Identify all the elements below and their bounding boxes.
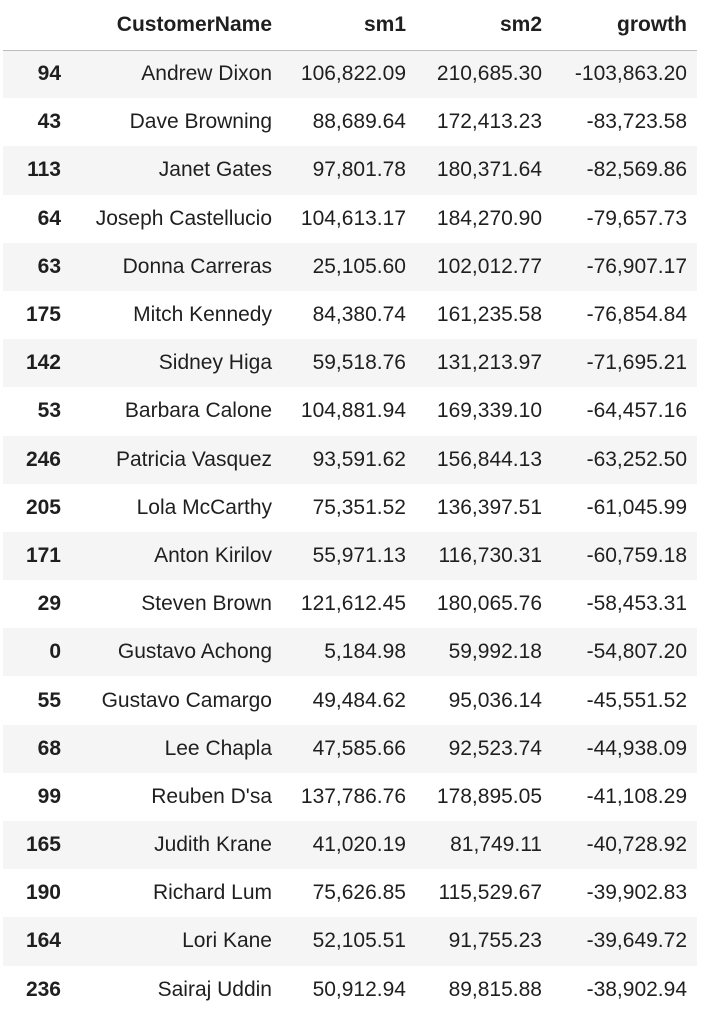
cell-sm2: 89,815.88 — [448, 977, 542, 1001]
cell-growth: -54,807.20 — [586, 640, 687, 664]
cell-customer-name: Donna Carreras — [122, 254, 272, 278]
row-index: 165 — [25, 833, 61, 857]
cell-growth: -40,728.92 — [586, 833, 687, 857]
cell-sm2: 136,397.51 — [436, 495, 542, 519]
table-row — [3, 243, 697, 291]
row-index: 142 — [25, 351, 61, 375]
row-index: 205 — [25, 495, 61, 519]
cell-growth: -39,649.72 — [586, 929, 687, 953]
table-row — [3, 146, 697, 194]
table-header — [3, 0, 697, 50]
column-header-customername: CustomerName — [73, 0, 282, 50]
cell-sm2: 180,065.76 — [436, 592, 542, 616]
cell-sm1: 104,881.94 — [300, 399, 406, 423]
table-row — [3, 436, 697, 484]
row-index: 68 — [37, 736, 61, 760]
cell-sm2: 116,730.31 — [438, 543, 542, 567]
header-row — [3, 0, 697, 50]
table-row — [3, 50, 697, 98]
table-row — [3, 869, 697, 917]
cell-growth: -41,108.29 — [586, 784, 687, 808]
cell-customer-name: Gustavo Achong — [117, 640, 272, 664]
cell-growth: -103,863.20 — [574, 62, 687, 86]
table-row — [3, 966, 697, 1014]
cell-sm2: 184,270.90 — [436, 206, 542, 230]
cell-sm2: 180,371.64 — [436, 158, 542, 182]
cell-sm2: 156,844.13 — [436, 447, 542, 471]
cell-customer-name: Lola McCarthy — [136, 495, 272, 519]
dataframe-table — [3, 0, 697, 1014]
row-index: 43 — [37, 110, 61, 134]
cell-customer-name: Andrew Dixon — [141, 62, 272, 86]
cell-sm1: 93,591.62 — [312, 447, 406, 471]
row-index: 113 — [27, 158, 61, 182]
row-index: 246 — [25, 447, 61, 471]
cell-sm1: 97,801.78 — [312, 158, 406, 182]
cell-sm2: 102,012.77 — [436, 254, 542, 278]
cell-sm1: 5,184.98 — [324, 640, 406, 664]
row-index: 94 — [37, 62, 61, 86]
cell-growth: -63,252.50 — [586, 447, 687, 471]
row-index: 236 — [25, 977, 61, 1001]
column-header-sm1: sm1 — [282, 0, 416, 50]
cell-sm1: 104,613.17 — [300, 206, 406, 230]
table-row — [3, 387, 697, 435]
cell-sm2: 92,523.74 — [448, 736, 542, 760]
cell-sm2: 81,749.11 — [450, 833, 542, 857]
table-row — [3, 195, 697, 243]
table-row — [3, 628, 697, 676]
row-index: 53 — [37, 399, 61, 423]
cell-customer-name: Anton Kirilov — [154, 543, 272, 567]
cell-sm1: 75,351.52 — [312, 495, 406, 519]
row-index: 175 — [25, 303, 61, 327]
row-index: 0 — [49, 640, 61, 664]
cell-sm1: 121,612.45 — [300, 592, 406, 616]
cell-sm2: 210,685.30 — [436, 62, 542, 86]
cell-sm1: 47,585.66 — [312, 736, 406, 760]
row-index: 171 — [25, 543, 61, 567]
cell-customer-name: Patricia Vasquez — [115, 447, 272, 471]
table-row — [3, 98, 697, 146]
cell-growth: -79,657.73 — [586, 206, 687, 230]
row-index: 99 — [37, 784, 61, 808]
cell-growth: -45,551.52 — [586, 688, 687, 712]
cell-sm2: 172,413.23 — [436, 110, 542, 134]
table-row — [3, 821, 697, 869]
row-index: 190 — [25, 881, 61, 905]
cell-customer-name: Sidney Higa — [158, 351, 272, 375]
table-row — [3, 580, 697, 628]
cell-growth: -44,938.09 — [586, 736, 687, 760]
table-row — [3, 725, 697, 773]
cell-sm2: 59,992.18 — [448, 640, 542, 664]
table-row — [3, 484, 697, 532]
cell-customer-name: Reuben D'sa — [151, 784, 272, 808]
dataframe-output — [3, 0, 697, 1014]
cell-sm1: 55,971.13 — [312, 543, 406, 567]
cell-customer-name: Barbara Calone — [124, 399, 272, 423]
table-row — [3, 532, 697, 580]
cell-customer-name: Gustavo Camargo — [101, 688, 272, 712]
cell-customer-name: Joseph Castellucio — [95, 206, 272, 230]
row-index: 29 — [37, 592, 61, 616]
cell-sm1: 49,484.62 — [312, 688, 406, 712]
table-row — [3, 773, 697, 821]
column-header-sm2: sm2 — [416, 0, 552, 50]
cell-growth: -61,045.99 — [586, 495, 687, 519]
table-body — [3, 50, 697, 1014]
cell-growth: -64,457.16 — [586, 399, 687, 423]
cell-growth: -83,723.58 — [586, 110, 687, 134]
cell-sm1: 59,518.76 — [312, 351, 406, 375]
row-index: 63 — [37, 254, 61, 278]
cell-sm1: 137,786.76 — [300, 784, 406, 808]
table-row — [3, 339, 697, 387]
cell-sm2: 161,235.58 — [436, 303, 542, 327]
column-header-index — [3, 0, 73, 50]
cell-sm1: 25,105.60 — [312, 254, 406, 278]
table-row — [3, 917, 697, 965]
row-index: 64 — [37, 206, 61, 230]
cell-sm2: 131,213.97 — [436, 351, 542, 375]
cell-sm2: 178,895.05 — [436, 784, 542, 808]
cell-sm2: 115,529.67 — [438, 881, 542, 905]
cell-sm1: 88,689.64 — [312, 110, 406, 134]
cell-sm1: 106,822.09 — [300, 62, 406, 86]
row-index: 55 — [37, 688, 61, 712]
cell-growth: -38,902.94 — [586, 977, 687, 1001]
cell-growth: -60,759.18 — [586, 543, 687, 567]
cell-customer-name: Steven Brown — [141, 592, 272, 616]
cell-customer-name: Lori Kane — [182, 929, 272, 953]
cell-customer-name: Dave Browning — [129, 110, 272, 134]
cell-growth: -76,854.84 — [586, 303, 687, 327]
cell-customer-name: Sairaj Uddin — [157, 977, 272, 1001]
cell-growth: -39,902.83 — [586, 881, 687, 905]
cell-sm2: 95,036.14 — [448, 688, 542, 712]
cell-customer-name: Judith Krane — [154, 833, 272, 857]
cell-sm1: 84,380.74 — [312, 303, 406, 327]
cell-growth: -82,569.86 — [586, 158, 687, 182]
cell-customer-name: Janet Gates — [158, 158, 272, 182]
table-row — [3, 291, 697, 339]
cell-sm2: 169,339.10 — [436, 399, 542, 423]
cell-sm2: 91,755.23 — [448, 929, 542, 953]
cell-sm1: 41,020.19 — [312, 833, 406, 857]
column-header-growth: growth — [552, 0, 697, 50]
cell-sm1: 75,626.85 — [312, 881, 406, 905]
cell-customer-name: Mitch Kennedy — [133, 303, 272, 327]
cell-sm1: 50,912.94 — [312, 977, 406, 1001]
cell-growth: -76,907.17 — [586, 254, 687, 278]
cell-sm1: 52,105.51 — [312, 929, 406, 953]
cell-customer-name: Lee Chapla — [164, 736, 272, 760]
cell-growth: -58,453.31 — [586, 592, 687, 616]
cell-customer-name: Richard Lum — [152, 881, 272, 905]
cell-growth: -71,695.21 — [586, 351, 687, 375]
row-index: 164 — [25, 929, 61, 953]
table-row — [3, 676, 697, 724]
